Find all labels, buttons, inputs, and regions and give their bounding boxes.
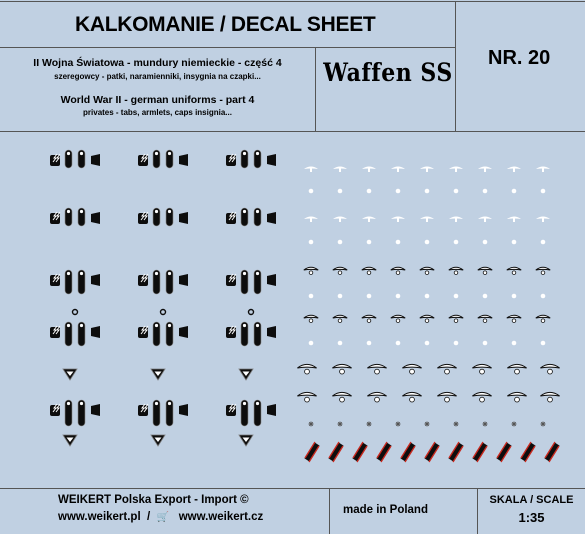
cockade	[367, 189, 372, 194]
eagle-body	[484, 217, 486, 222]
cart-icon: 🛒	[156, 512, 170, 523]
star-decal	[454, 422, 459, 427]
scale-label: SKALA / SCALE	[489, 494, 574, 506]
eagle-insignia-outlined	[478, 315, 492, 318]
cockade	[338, 240, 343, 245]
eagle-body	[426, 167, 428, 172]
eagle-insignia-outlined	[297, 392, 316, 396]
subtitle-polish: II Wojna Światowa - mundury niemieckie - część 4	[33, 57, 282, 69]
collar-tab-plain	[267, 404, 276, 416]
strap-button	[168, 324, 171, 327]
strap-button	[80, 152, 83, 155]
small-ring	[249, 310, 254, 315]
eagle-wreath	[541, 271, 545, 275]
collar-tab-plain	[91, 212, 100, 224]
strap-button	[168, 402, 171, 405]
cockade	[367, 240, 372, 245]
eagle-wreath	[396, 319, 400, 323]
cockade	[483, 341, 488, 346]
eagle-body	[426, 217, 428, 222]
eagle-insignia-outlined	[367, 364, 386, 368]
strap-button	[243, 210, 246, 213]
cockade	[309, 240, 314, 245]
cockade	[425, 294, 430, 299]
company-name: WEIKERT Polska Export - Import ©	[58, 494, 249, 506]
eagle-body	[484, 167, 486, 172]
strap-button	[243, 324, 246, 327]
cockade	[541, 341, 546, 346]
strap-button	[67, 210, 70, 213]
cockade	[541, 240, 546, 245]
strap-button	[243, 152, 246, 155]
cockade	[541, 189, 546, 194]
eagle-insignia-outlined	[332, 364, 351, 368]
eagle-wreath	[454, 271, 458, 275]
eagle-insignia-outlined	[437, 364, 456, 368]
cockade	[396, 240, 401, 245]
eagle-body	[339, 217, 341, 222]
collar-tab-plain	[179, 154, 188, 166]
cockade	[396, 294, 401, 299]
sheet-number: NR. 20	[488, 47, 551, 69]
eagle-wreath	[367, 319, 371, 323]
eagle-wreath	[375, 369, 380, 374]
eagle-wreath	[396, 271, 400, 275]
strap-button	[256, 210, 259, 213]
collar-tab-plain	[91, 326, 100, 338]
eagle-wreath	[425, 319, 429, 323]
collar-tab-plain	[91, 274, 100, 286]
eagle-insignia-outlined	[540, 392, 559, 396]
eagle-wreath	[309, 319, 313, 323]
eagle-body	[455, 217, 457, 222]
strap-button	[155, 402, 158, 405]
eagle-body	[310, 167, 312, 172]
eagle-body	[542, 217, 544, 222]
cockade	[396, 189, 401, 194]
eagle-insignia-outlined	[449, 267, 463, 270]
eagle-wreath	[338, 319, 342, 323]
strap-button	[256, 152, 259, 155]
collar-tab-plain	[179, 212, 188, 224]
eagle-body	[513, 167, 515, 172]
eagle-body	[397, 217, 399, 222]
eagle-wreath	[480, 397, 485, 402]
eagle-wreath	[483, 271, 487, 275]
eagle-insignia-outlined	[449, 315, 463, 318]
small-ring	[73, 310, 78, 315]
eagle-insignia-outlined	[333, 315, 347, 318]
eagle-insignia-outlined	[420, 267, 434, 270]
collar-tab-plain	[179, 404, 188, 416]
cockade	[483, 240, 488, 245]
eagle-insignia-outlined	[391, 315, 405, 318]
eagle-wreath	[340, 369, 345, 374]
eagle-insignia-outlined	[507, 392, 526, 396]
collar-tab-plain	[267, 274, 276, 286]
star-decal	[338, 422, 343, 427]
collar-tab-plain	[267, 154, 276, 166]
cockade	[309, 189, 314, 194]
collar-tab-plain	[91, 154, 100, 166]
eagle-wreath	[512, 319, 516, 323]
strap-button	[80, 210, 83, 213]
eagle-wreath	[367, 271, 371, 275]
website-links	[58, 511, 263, 523]
star-decal	[541, 422, 546, 427]
eagle-insignia-outlined	[402, 392, 421, 396]
strap-button	[155, 272, 158, 275]
waffen-ss-logo: Waffen SS	[323, 58, 453, 88]
eagle-body	[513, 217, 515, 222]
eagle-wreath	[541, 319, 545, 323]
cockade	[338, 341, 343, 346]
cockade	[483, 189, 488, 194]
eagle-wreath	[410, 397, 415, 402]
collar-tab-plain	[267, 326, 276, 338]
strap-button	[243, 272, 246, 275]
cockade	[512, 240, 517, 245]
strap-button	[80, 324, 83, 327]
eagle-wreath	[445, 397, 450, 402]
eagle-body	[368, 167, 370, 172]
link-separator: /	[140, 511, 157, 523]
strap-button	[67, 152, 70, 155]
strap-button	[67, 272, 70, 275]
eagle-wreath	[445, 369, 450, 374]
strap-button	[155, 210, 158, 213]
eagle-wreath	[338, 271, 342, 275]
eagle-insignia-outlined	[297, 364, 316, 368]
eagle-insignia-outlined	[536, 315, 550, 318]
strap-button	[256, 324, 259, 327]
eagle-wreath	[375, 397, 380, 402]
eagle-wreath	[305, 397, 310, 402]
link-weikert-cz[interactable]: www.weikert.cz	[178, 511, 264, 523]
cockade	[338, 189, 343, 194]
strap-button	[256, 272, 259, 275]
strap-button	[67, 402, 70, 405]
star-decal	[396, 422, 401, 427]
made-in-label: made in Poland	[343, 504, 428, 516]
eagle-wreath	[480, 369, 485, 374]
eagle-wreath	[305, 369, 310, 374]
eagle-insignia-outlined	[540, 364, 559, 368]
link-weikert-pl[interactable]: www.weikert.pl	[58, 511, 141, 523]
eagle-insignia-outlined	[402, 364, 421, 368]
strap-button	[256, 402, 259, 405]
small-ring	[161, 310, 166, 315]
eagle-body	[542, 167, 544, 172]
cockade	[454, 294, 459, 299]
detail-english: privates - tabs, armlets, caps insignia...	[83, 108, 232, 117]
cockade	[512, 341, 517, 346]
eagle-wreath	[515, 397, 520, 402]
star-decal	[309, 422, 314, 427]
strap-button	[168, 272, 171, 275]
strap-button	[80, 402, 83, 405]
cockade	[454, 189, 459, 194]
eagle-insignia-outlined	[362, 267, 376, 270]
eagle-wreath	[309, 271, 313, 275]
star-decal	[425, 422, 430, 427]
strap-button	[168, 210, 171, 213]
cockade	[454, 341, 459, 346]
detail-polish: szeregowcy - patki, naramienniki, insygnia na czapki...	[54, 72, 261, 81]
eagle-insignia-outlined	[391, 267, 405, 270]
strap-button	[67, 324, 70, 327]
eagle-body	[368, 217, 370, 222]
sheet-title: KALKOMANIE / DECAL SHEET	[75, 13, 376, 36]
eagle-wreath	[410, 369, 415, 374]
collar-tab-plain	[267, 212, 276, 224]
star-decal	[367, 422, 372, 427]
eagle-wreath	[548, 369, 553, 374]
eagle-insignia-outlined	[507, 364, 526, 368]
eagle-body	[397, 167, 399, 172]
strap-button	[155, 152, 158, 155]
scale-value: 1:35	[518, 510, 545, 525]
cockade	[454, 240, 459, 245]
cockade	[512, 189, 517, 194]
eagle-body	[455, 167, 457, 172]
eagle-wreath	[340, 397, 345, 402]
collar-tab-plain	[91, 404, 100, 416]
eagle-insignia-outlined	[478, 267, 492, 270]
eagle-insignia-outlined	[472, 392, 491, 396]
cockade	[425, 189, 430, 194]
strap-button	[80, 272, 83, 275]
eagle-wreath	[548, 397, 553, 402]
collar-tab-plain	[179, 274, 188, 286]
eagle-wreath	[454, 319, 458, 323]
cockade	[338, 294, 343, 299]
eagle-insignia-outlined	[362, 315, 376, 318]
eagle-wreath	[483, 319, 487, 323]
eagle-body	[310, 217, 312, 222]
eagle-insignia-outlined	[333, 267, 347, 270]
subtitle-english: World War II - german uniforms - part 4	[60, 94, 255, 106]
cockade	[396, 341, 401, 346]
eagle-insignia-outlined	[507, 267, 521, 270]
eagle-insignia-outlined	[420, 315, 434, 318]
cockade	[367, 294, 372, 299]
eagle-insignia-outlined	[332, 392, 351, 396]
cockade	[541, 294, 546, 299]
collar-tab-plain	[179, 326, 188, 338]
eagle-insignia-outlined	[536, 267, 550, 270]
cockade	[483, 294, 488, 299]
strap-button	[168, 152, 171, 155]
eagle-insignia-outlined	[304, 267, 318, 270]
star-decal	[512, 422, 517, 427]
cockade	[309, 341, 314, 346]
eagle-insignia-outlined	[437, 392, 456, 396]
cockade	[367, 341, 372, 346]
cockade	[425, 341, 430, 346]
star-decal	[483, 422, 488, 427]
eagle-wreath	[512, 271, 516, 275]
eagle-body	[339, 167, 341, 172]
eagle-insignia-outlined	[304, 315, 318, 318]
cockade	[309, 294, 314, 299]
strap-button	[155, 324, 158, 327]
eagle-insignia-outlined	[472, 364, 491, 368]
eagle-wreath	[515, 369, 520, 374]
cockade	[425, 240, 430, 245]
eagle-wreath	[425, 271, 429, 275]
cockade	[512, 294, 517, 299]
eagle-insignia-outlined	[367, 392, 386, 396]
strap-button	[243, 402, 246, 405]
eagle-insignia-outlined	[507, 315, 521, 318]
